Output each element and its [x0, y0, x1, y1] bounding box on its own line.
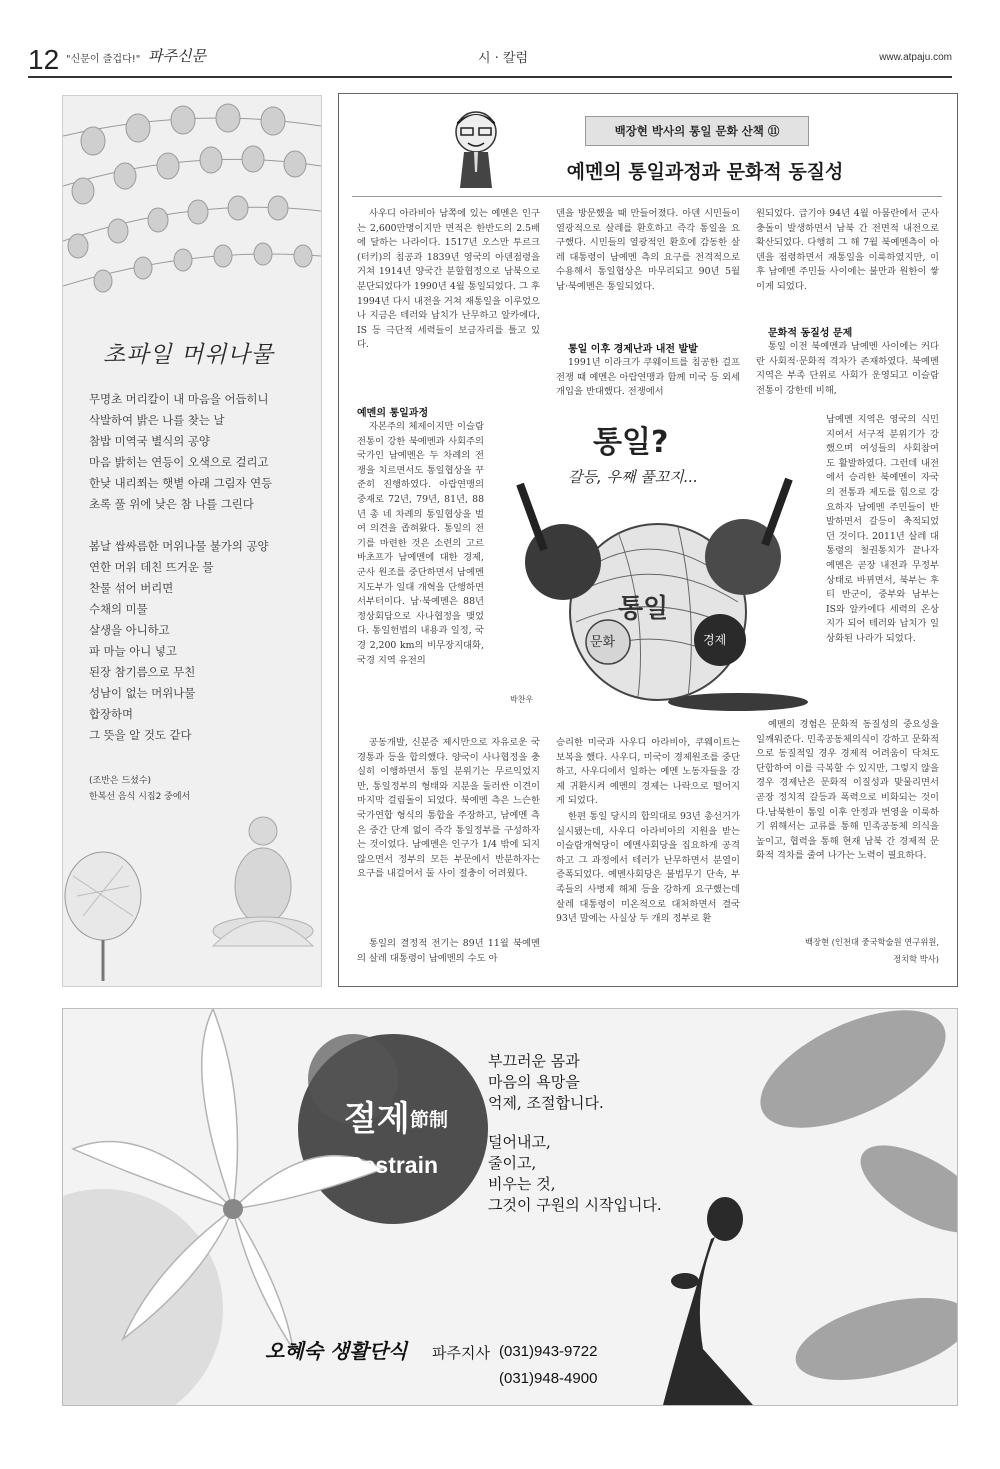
ad-copy-line: 덜어내고, [488, 1133, 551, 1151]
ad-copy-line: 마음의 욕망을 [488, 1073, 580, 1091]
section-title: 시 · 칼럼 [478, 51, 529, 66]
cartoon-culture-label: 문화 [590, 635, 616, 650]
column-series-tag: 백장현 박사의 통일 문화 산책 ⑪ [585, 116, 809, 146]
ad-branch: 파주지사 [432, 1344, 490, 1362]
article-paragraph: 예멘의 경험은 문화적 동질성의 중요성을 일깨워준다. 민족공동체의식이 강하고 문화적으로 동질적일 경우 경제적 어려움이 닥쳐도 단합하여 이를 극복할 수 있지만, 그렇지 않을 경우 경제난은 문화적 이질성과 맞물리면서 곧장 정치적 갈등과 폭력으로 비화되는 것이다.남북한이 통일 이후 안정과 번영을 이룩하기 위해서는 교류를 통해 민족공동체 의식을 높이고, 협력을 통해 현재 남북 간 경제적 문화적 격차를 줄여 나가는 노력이 필요하다. [756, 719, 939, 862]
poem-line: 그 뜻을 알 것도 같다 [89, 728, 192, 742]
ad-title-english: Restrain [346, 1152, 439, 1178]
poem-line: 초록 풀 위에 낮은 참 나를 그린다 [89, 497, 254, 511]
advertisement[interactable] [62, 1008, 958, 1406]
ad-phone[interactable]: (031)948-4900 [499, 1370, 598, 1387]
ad-copy-line: 비우는 것, [488, 1175, 556, 1193]
poem-line: 한낮 내리쬐는 햇볕 아래 그림자 연등 [89, 476, 273, 490]
fan-illustration [65, 852, 141, 981]
poem-line: 봄날 쌉싸름한 머위나물 불가의 공양 [89, 539, 269, 553]
author-byline: 백장현 (인천대 중국학술원 연구위원, [804, 937, 939, 947]
author-byline: 정치학 박사) [893, 954, 939, 964]
ad-copy-line: 그것이 구원의 시작입니다. [488, 1196, 662, 1214]
ad-title-hanja: 節制 [410, 1109, 449, 1131]
ad-copy [488, 1051, 662, 1216]
subheading: 예멘의 통일과정 [357, 408, 429, 419]
header-slogan: "신문이 즐겁다!" [66, 54, 141, 65]
author-caricature-icon [448, 108, 504, 190]
article-paragraph: 공동개발, 신분증 제시만으로 자유로운 국경통과 등을 합의했다. 양국이 사나협정을 충실히 이행하면서 통일 분위기는 무르익었지만, 통일정부의 형태와 지분을 둘러싼 이견이 마지막 걸림돌이 되었다. 북예멘 측은 느슨한 국가연합 형식의 통합을 주장하고, 남예멘 측은 중간 단계 없이 즉각 통일정부를 구성하자는 것이었다. 남예멘은 인구가 1/4 밖에 되지 않으면서 정부의 모든 부문에서 반분하자는 요구를 내걸어서 둘 사이 절충이 어려웠다. [357, 737, 540, 880]
cartoon-ink-puddle [668, 693, 808, 711]
ad-copy-line: 억제, 조절합니다. [488, 1094, 604, 1112]
poem-body [89, 389, 317, 746]
article-paragraph: 통일 이전 북예멘과 남예멘 사이에는 커다란 사회적·문화적 격차가 존재하였다. 북예멘 지역은 부족 단위로 사회가 운영되고 이슬람 전통이 강한데 비해, [756, 341, 939, 396]
ad-phone[interactable]: (031)943-9722 [499, 1343, 598, 1360]
header-divider [28, 76, 952, 78]
poem-line: 참밥 미역국 별식의 공양 [89, 434, 210, 448]
poem-cite-author: (조반은 드셨수) [89, 776, 152, 786]
leaf-illustration [743, 1009, 957, 1396]
article-paragraph: 통일의 결정적 전기는 89년 11월 북예멘의 살레 대통령이 남예멘의 수도 아 [357, 938, 540, 964]
subheading: 통일 이후 경제난과 내전 발발 [568, 344, 698, 355]
article-paragraph: 남예멘 지역은 영국의 식민지여서 서구적 분위기가 강했으며 여성들의 사회참여도 활발하였다. 그런데 내전에서 승리한 북예멘이 자국의 전통과 제도를 힘으로 강요하자 남예멘 주민들이 반발하면서 갈등이 축적되었던 것이다. 2011년 살레 대통령의 철권통치가 끝나자 예멘은 곧장 내전과 무정부 상태로 바뀌면서, 북부는 후티 반군이, 중부와 남부는 IS와 알카에다 세력의 온상지가 되어 테러와 납치가 일상화된 나라가 되었다. [826, 414, 939, 644]
poem-line: 된장 참기름으로 무친 [89, 665, 196, 679]
ad-copy-line: 줄이고, [488, 1154, 537, 1172]
newspaper-brand: 파주신문 [148, 47, 206, 65]
cartoonist-signature: 박찬우 [510, 695, 534, 704]
article-paragraph: 승리한 미국과 사우디 아라비아, 쿠웨이트는 보복을 했다. 사우디, 미국이 경제원조를 중단하고, 사우디에서 일하는 예멘 노동자들을 강제 귀환시켜 예멘의 경제는 나락으로 떨어지게 되었다. [556, 737, 740, 807]
cartoon-globe-label: 통일 [618, 594, 669, 624]
column-title: 예멘의 통일과정과 문화적 동질성 [566, 161, 844, 183]
cartoon-title: 통일? [593, 425, 669, 460]
article-paragraph: 자본주의 체제이지만 이슬람 전통이 강한 북예멘과 사회주의 국가인 남예멘은 두 차례의 전쟁을 치르면서도 통일협상을 꾸준히 진행하였다. 아랍연맹의 중재로 72년, 79년, 81년, 88년 총 네 차례의 통일협상을 벌여 의견을 좁혀왔다. 통일의 전기를 마련한 것은 소련의 고르바초프가 남예멘에 대한 경제, 군사 원조를 중단하면서 남예멘 지도부가 일대 개혁을 단행하면서부터이다. 남·북예멘은 88년 정상회담으로 사나협정을 맺었다. 통일헌법의 내용과 일정, 국경 2,200 km의 비무장지대화, 국경 지역 유전의 [357, 421, 484, 666]
poem-line: 찬물 섞어 버리면 [89, 581, 174, 595]
poem-panel [62, 95, 322, 987]
buddha-illustration [213, 817, 313, 946]
site-url[interactable]: www.atpaju.com [879, 52, 952, 63]
article-paragraph: 1991년 이라크가 쿠웨이트를 침공한 걸프전쟁 때 예멘은 아랍연맹과 함께 미국 등 외세 개입을 반대했다. 전쟁에서 [556, 357, 740, 398]
ad-brand: 오혜숙 생활단식 [265, 1339, 408, 1363]
article-paragraph: 원되었다. 급기야 94년 4월 아뭄란에서 군사충돌이 발생하면서 남북 간 전면적 내전으로 확산되었다. 다행히 그 해 7월 북예멘측이 아덴을 점령하면서 재통일을 이룩하였지만, 이후 남예멘 주민들 사이에는 불만과 원한이 쌓이게 되었다. [756, 208, 939, 292]
poem-line: 파 마늘 아니 넣고 [89, 644, 177, 658]
poem-line: 살생을 아니하고 [89, 623, 170, 637]
woman-silhouette-illustration [663, 1197, 753, 1405]
poem-line: 마음 밝히는 연등이 오색으로 걸리고 [89, 455, 269, 469]
editorial-cartoon [498, 412, 824, 714]
poem-line: 무명초 머리칼이 내 마음을 어듭히니 [89, 392, 269, 406]
poem-line: 연한 머위 데친 뜨거운 물 [89, 560, 214, 574]
poem-citation [89, 773, 190, 805]
ad-copy-gap [488, 1114, 662, 1132]
poem-cite-source: 한복선 음식 시집2 중에서 [89, 792, 191, 802]
cartoon-caption: 갈등, 우째 풀꼬지... [568, 468, 699, 486]
rifle-icon [761, 478, 792, 547]
poem-title: 초파일 머위나물 [103, 342, 274, 368]
poem-line: 합장하며 [89, 707, 134, 721]
poem-line: 수채의 미물 [89, 602, 148, 616]
ad-title: 절제 [344, 1099, 410, 1139]
cartoon-economy-label: 경제 [703, 633, 727, 647]
article-paragraph: 사우디 아라비아 남쪽에 있는 예멘은 인구는 2,600만명이지만 면적은 한반도의 2.5배에 달하는 나라이다. 1517년 오스만 투르크(터키)의 침공과 1839년 영국의 아덴점령을 거쳐 1914년 양국간 분할협정으로 남북으로 분단되었다가 1990년 4월 통일되었다. 그 후 1994년 다시 내전을 거쳐 재통일을 이루었으나 지금은 테러와 납치가 난무하고 알카에다, IS 등 극단적 세력들이 보금자리를 틀고 있다. [357, 208, 540, 351]
page-number: 12 [28, 44, 60, 75]
poem-line: 성남이 없는 머위나물 [89, 686, 196, 700]
stanza-gap [89, 515, 317, 536]
article-paragraph: 덴을 방문했을 때 만들어졌다. 아덴 시민들이 열광적으로 살레를 환호하고 즉각 통일을 요구했다. 시민들의 열광적인 환호에 감동한 살레 대통령이 남예멘 측의 요구를 전격적으로 수용해서 통일협상은 마무리되고 90년 5월 남·북예멘은 통일되었다. [556, 208, 740, 292]
ad-copy-line: 부끄러운 몸과 [488, 1052, 580, 1070]
subheading: 문화적 동질성 문제 [768, 328, 853, 339]
poem-line: 삭발하여 밝은 나를 찾는 날 [89, 413, 225, 427]
article-divider [352, 196, 942, 197]
article-paragraph: 한편 통일 당시의 합의대로 93년 총선거가 실시됐는데, 사우디 아라비아의 지원을 받는 이슬람개혁당이 예멘사회당을 집요하게 공격하고 그 과정에서 테러가 난무하면서 분열이 증폭되었다. 예멘사회당은 불법무기 단속, 부족들의 사병제 해체 등을 강하게 요구했는데 살레 대통령이 미온적으로 대처하면서 결국 93년 말에는 사실상 두 개의 정부로 환 [556, 811, 740, 925]
